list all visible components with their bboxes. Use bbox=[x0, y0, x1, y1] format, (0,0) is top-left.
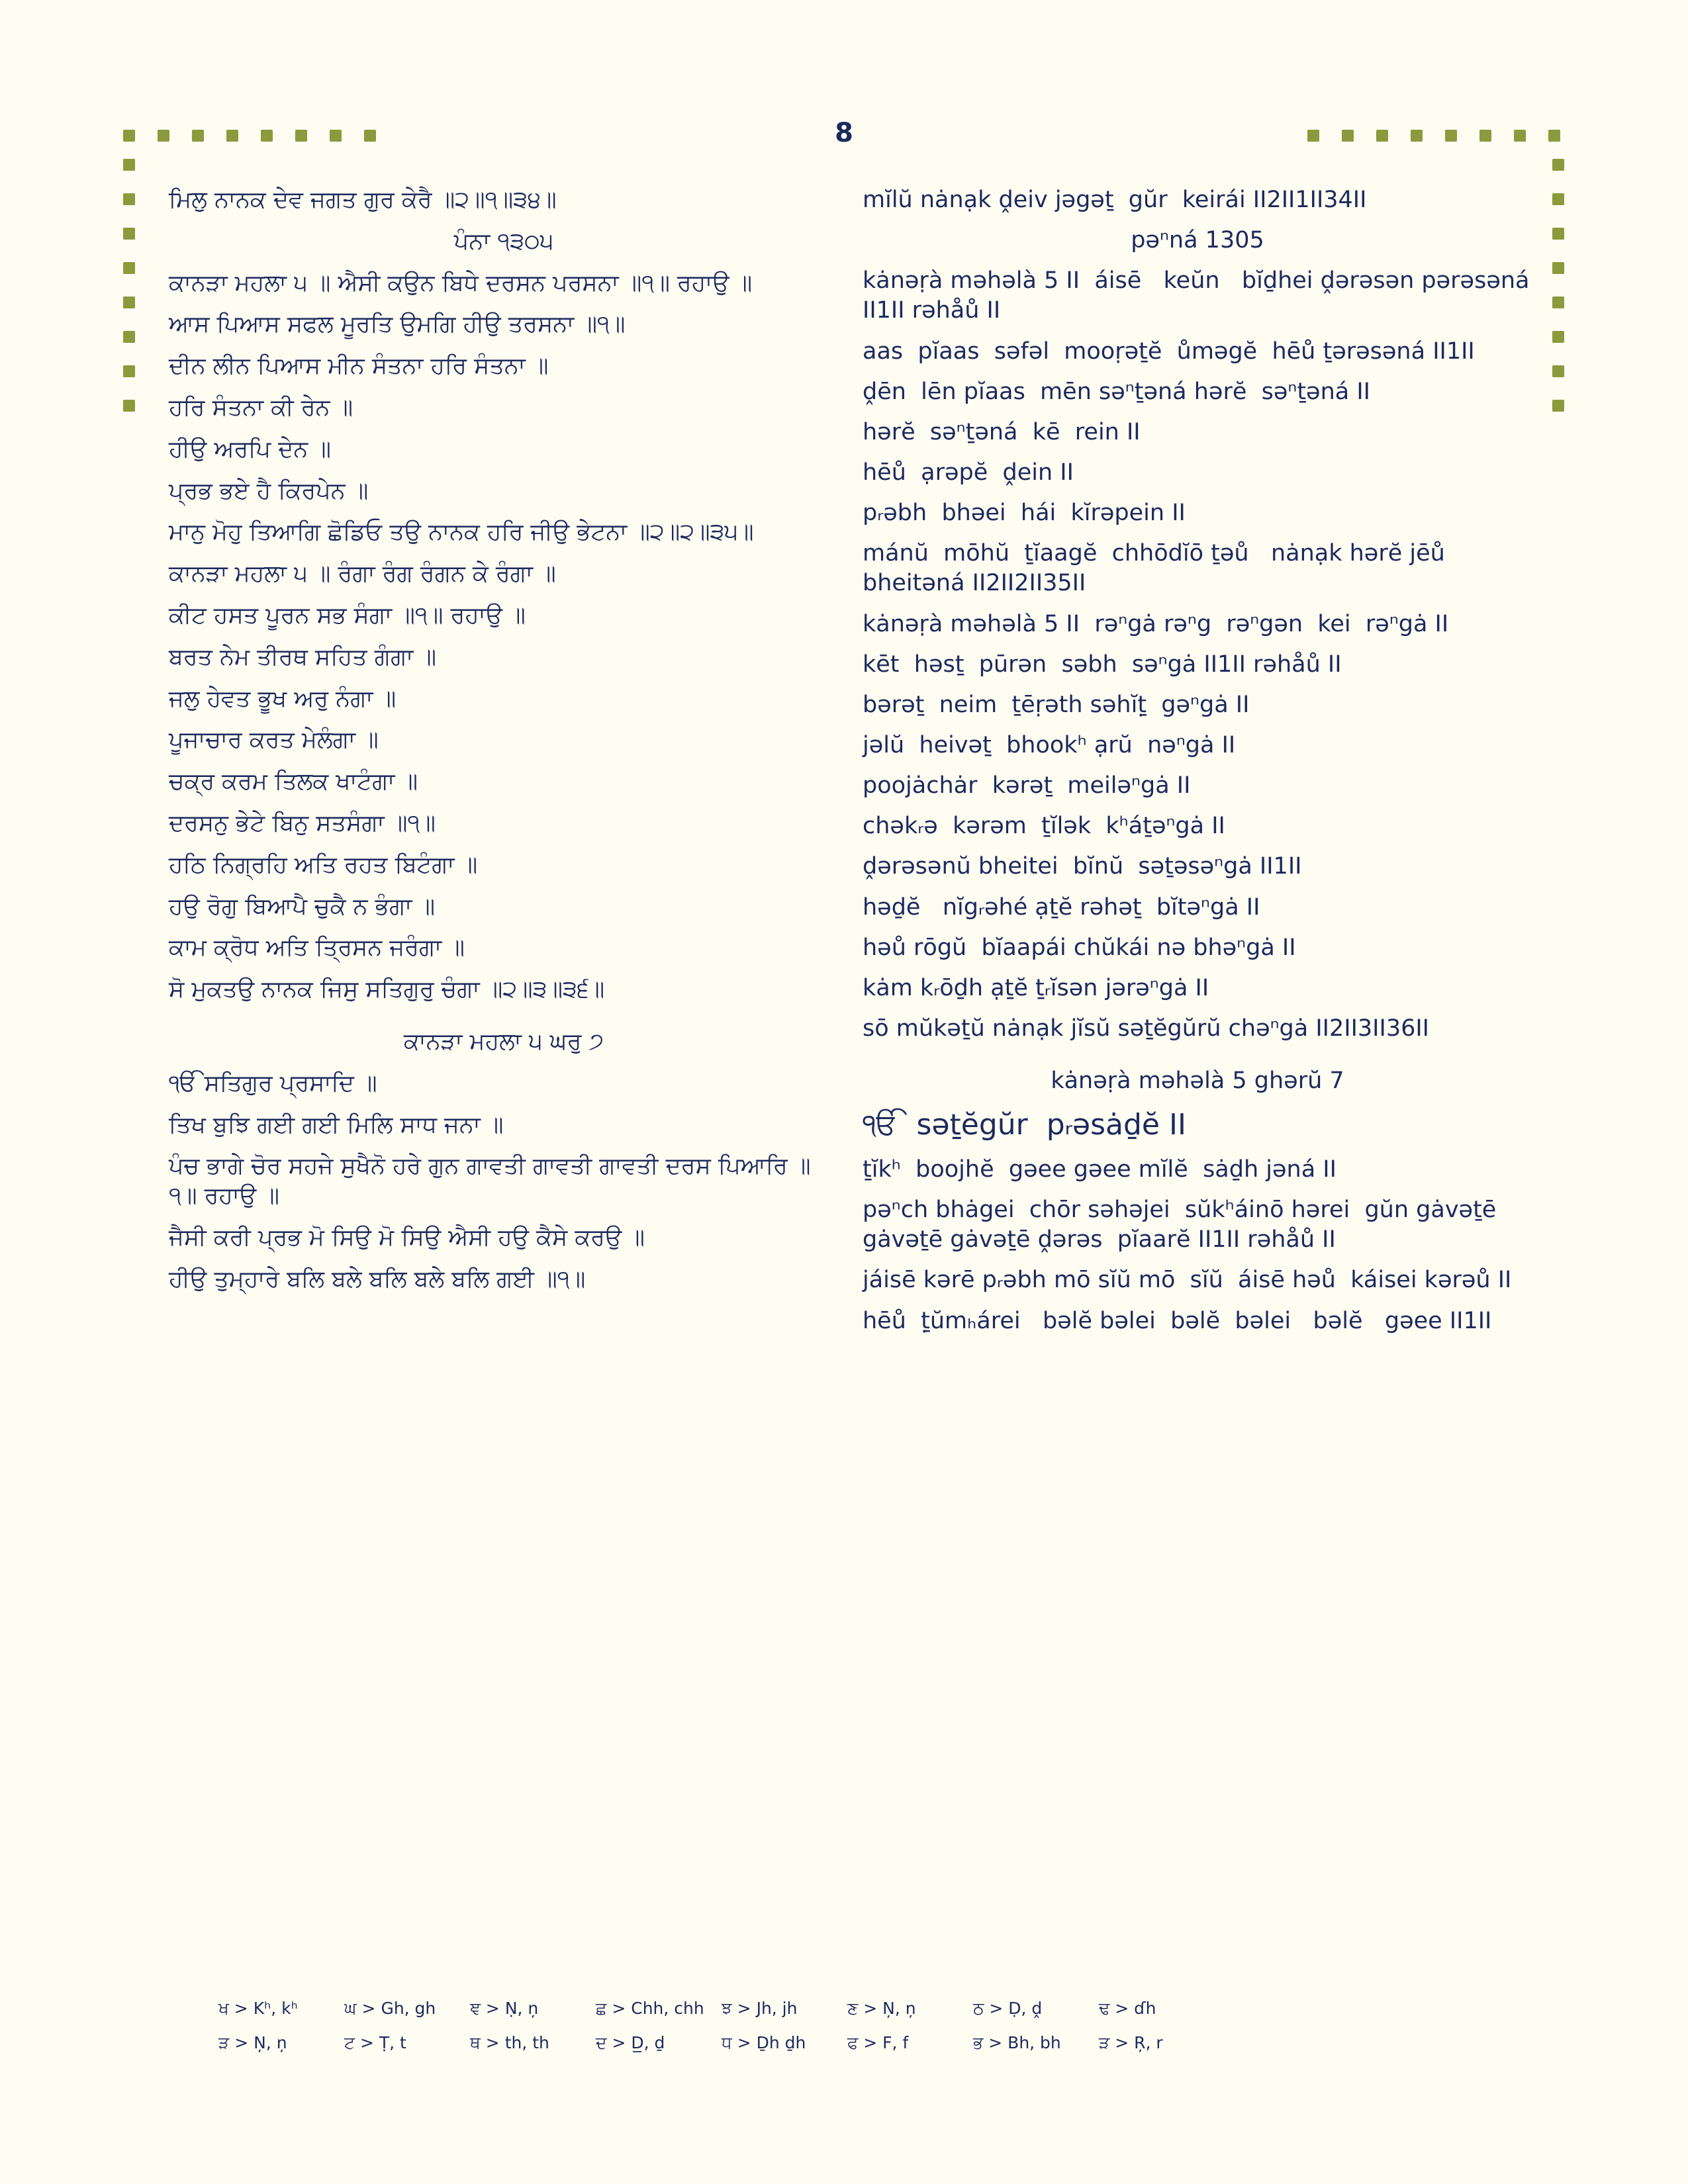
roman-line: poojȧchȧr kərəṯ meiləⁿgȧ II bbox=[863, 772, 1191, 799]
roman-line: hēů ạrəpĕ ḓein II bbox=[863, 459, 1074, 486]
gurmukhi-column bbox=[169, 185, 839, 1347]
gurmukhi-line: ਚਕ੍ਰ ਕਰਮ ਤਿਲਕ ਖਾਟੰਗਾ ॥ bbox=[169, 768, 418, 796]
legend-item: ਥ > th, th bbox=[470, 2033, 549, 2052]
gurmukhi-line: ਹੀਉ ਅਰਪਿ ਦੇਨ ॥ bbox=[169, 435, 331, 463]
roman-line: mĭlŭ nȧnạk ḓeiv jəgəṯ gŭr keirái II2II1II34II bbox=[863, 187, 1367, 213]
roman-line: ḓərəsənŭ bheitei bĭnŭ səṯəsəⁿgȧ II1II bbox=[863, 853, 1302, 880]
roman-line: hərĕ səⁿṯəná kē rein II bbox=[863, 418, 1141, 445]
gurmukhi-line: ਪੂਜਾਚਾਰ ਕਰਤ ਮੇਲੰਗਾ ॥ bbox=[169, 727, 379, 754]
gurmukhi-line: ਦਰਸਨੁ ਭੇਟੇ ਬਿਨੁ ਸਤਸੰਗਾ ॥੧॥ bbox=[169, 809, 436, 837]
gurmukhi-line-mool-mantar: ੴ ਸਤਿਗੁਰ ਪ੍ਰਸਾਦਿ ॥ bbox=[169, 1069, 377, 1097]
legend-item: ਦ > D̲, ḏ bbox=[596, 2033, 665, 2052]
roman-line: hēů ṯ̣ŭmₕárei bəlĕ bəlei bəlĕ bəlei bəlĕ gəee II1II bbox=[863, 1307, 1492, 1334]
legend-item: ੜ > N̦, ņ bbox=[218, 2033, 287, 2052]
flower-icon bbox=[1342, 130, 1354, 142]
legend-item: ਖ > Kʰ, kʰ bbox=[218, 1999, 298, 2018]
flower-icon bbox=[1552, 159, 1564, 171]
gurmukhi-line: ਹਉ ਰੋਗੁ ਬਿਆਪੈ ਚੁਕੈ ਨ ਭੰਗਾ ॥ bbox=[169, 893, 436, 920]
flower-icon bbox=[1552, 365, 1564, 377]
flower-icon bbox=[1376, 130, 1388, 142]
roman-line: chəkᵣə kərəm ṯĭlək kʰáṯəⁿgȧ II bbox=[863, 813, 1225, 840]
roman-line: kȧnəṛà məhəlà 5 II áisē keŭn bĭḏhei ḓərəsən pərəsəná II1II rəhåů II bbox=[863, 267, 1537, 324]
legend-item: ਠ > Ḍ, ḓ bbox=[973, 1999, 1043, 2018]
flower-border-right bbox=[1552, 159, 1564, 412]
roman-line: kēt həsṯ pūrən səbh səⁿgȧ II1II rəhåů II bbox=[863, 651, 1342, 678]
flower-icon bbox=[330, 130, 342, 142]
legend-item: ਛ > Chh, chh bbox=[596, 1999, 704, 2018]
gurmukhi-line: ਦੀਨ ਲੀਨ ਪਿਆਸ ਮੀਨ ਸੰਤਨਾ ਹਰਿ ਸੰਤਨਾ ॥ bbox=[169, 353, 549, 380]
roman-heading: kȧnəṛà məhəlà 5 ghərŭ 7 bbox=[1051, 1068, 1344, 1095]
gurmukhi-line: ਮਿਲੁ ਨਾਨਕ ਦੇਵ ਜਗਤ ਗੁਰ ਕੇਰੈ ॥੨॥੧॥੩੪॥ bbox=[169, 187, 557, 213]
legend-item: ਭ > Bh, bh bbox=[973, 2033, 1061, 2052]
gurmukhi-line: ਕਾਨੜਾ ਮਹਲਾ ੫ ॥ ਰੰਗਾ ਰੰਗ ਰੰਗਨ ਕੇ ਰੰਗਾ ॥ bbox=[169, 561, 556, 588]
roman-line: həḏĕ nĭgᵣəhé ạṯĕ rəhəṯ bĭtəⁿgȧ II bbox=[863, 893, 1260, 921]
flower-icon bbox=[226, 130, 238, 142]
flower-icon bbox=[1411, 130, 1423, 142]
page-number: 8 bbox=[835, 118, 853, 148]
gurmukhi-line: ਸੋ ਮੁਕਤਉ ਨਾਨਕ ਜਿਸੁ ਸਤਿਗੁਰੁ ਚੰਗਾ ॥੨॥੩॥੩੬॥ bbox=[169, 976, 605, 1003]
flower-border-top-right bbox=[1307, 130, 1560, 142]
flower-icon bbox=[123, 262, 135, 274]
flower-icon bbox=[1548, 130, 1560, 142]
legend-item: ਫ > F, f bbox=[847, 2033, 909, 2052]
legend-item: ਣ > N̦, ņ bbox=[847, 1999, 916, 2018]
flower-icon bbox=[123, 331, 135, 343]
gurmukhi-line: ਕੀਟ ਹਸਤ ਪੂਰਨ ਸਭ ਸੰਗਾ ॥੧॥ ਰਹਾਉ ॥ bbox=[169, 602, 526, 629]
legend-item: ਞ > Ṇ, ņ bbox=[470, 1999, 539, 2018]
roman-line: pəⁿch bhȧgei chōr səhəjei sŭkʰáinō hərei gŭn gȧvəṯē gȧvəṯē gȧvəṯē ḓərəs pĭaarĕ II1II rəhåů II bbox=[863, 1197, 1511, 1253]
flower-icon bbox=[123, 228, 135, 240]
flower-icon bbox=[1552, 228, 1564, 240]
legend-item: ਟ > Ṭ, t bbox=[344, 2033, 406, 2052]
gurmukhi-line: ਕਾਮ ਕ੍ਰੋਧ ਅਤਿ ਤ੍ਰਿਸਨ ਜਰੰਗਾ ॥ bbox=[169, 934, 465, 962]
flower-icon bbox=[364, 130, 376, 142]
roman-line: ḓēn lēn pĭaas mēn səⁿṯəná hərĕ səⁿṯəná II bbox=[863, 378, 1370, 405]
gurmukhi-line-page-ref: ਪੰਨਾ ੧੩੦੫ bbox=[453, 228, 554, 255]
roman-line: həů rōgŭ bĭaapái chŭkái nə bhəⁿgȧ II bbox=[863, 934, 1296, 961]
roman-line: sō mŭkəṯŭ nȧnạk jĭsŭ səṯĕgŭrŭ chəⁿgȧ II2II3II36II bbox=[863, 1015, 1429, 1042]
flower-icon bbox=[123, 193, 135, 205]
roman-line: kȧm kᵣōḏh ạṯĕ ṯᵣĭsən jərəⁿgȧ II bbox=[863, 974, 1209, 1001]
roman-line: bərəṯ neim ṯēṛəth səhĭṯ̣ gəⁿgȧ II bbox=[863, 691, 1250, 718]
roman-line: jáisē kərē pᵣəbh mō sĭŭ mō sĭŭ áisē həů káisei kərəů II bbox=[863, 1267, 1512, 1294]
flower-icon bbox=[123, 296, 135, 308]
gurmukhi-line: ਹਠਿ ਨਿਗ੍ਰਹਿ ਅਤਿ ਰਹਤ ਬਿਟੰਗਾ ॥ bbox=[169, 851, 478, 878]
flower-icon bbox=[1307, 130, 1319, 142]
gurmukhi-heading: ਕਾਨੜਾ ਮਹਲਾ ੫ ਘਰੁ ੭ bbox=[403, 1028, 604, 1055]
gurmukhi-line: ਜੈਸੀ ਕਰੀ ਪ੍ਰਭ ਮੋ ਸਿਉ ਮੋ ਸਿਉ ਐਸੀ ਹਉ ਕੈਸੇ ਕਰਉ ॥ bbox=[169, 1224, 645, 1251]
roman-line: aas pĭaas səfəl mooṛəṯĕ ůməgĕ hēů ṯərəsəná II1II bbox=[863, 338, 1475, 365]
gurmukhi-line: ਹੀਉ ਤੁਮ੍ਹਾਰੇ ਬਲਿ ਬਲੇ ਬਲਿ ਬਲੇ ਬਲਿ ਗਈ ॥੧॥ bbox=[169, 1265, 586, 1293]
flower-border-top-left bbox=[123, 130, 376, 142]
flower-icon bbox=[123, 130, 135, 142]
legend-row bbox=[218, 1999, 1476, 2019]
legend-item: ੜ > Ŗ, r bbox=[1099, 2033, 1163, 2052]
legend-row bbox=[218, 2033, 1476, 2053]
flower-icon bbox=[158, 130, 169, 142]
gurmukhi-line: ਮਾਨੁ ਮੋਹੁ ਤਿਆਗਿ ਛੋਡਿਓ ਤਉ ਨਾਨਕ ਹਰਿ ਜੀਉ ਭੇਟਨਾ ॥੨॥੨॥੩੫॥ bbox=[169, 519, 754, 546]
gurmukhi-line: ਕਾਨੜਾ ਮਹਲਾ ੫ ॥ ਐਸੀ ਕਉਨ ਬਿਧੇ ਦਰਸਨ ਪਰਸਨਾ ॥੧॥ ਰਹਾਉ ॥ bbox=[169, 269, 753, 296]
legend-item: ਢ > ɗh bbox=[1099, 1999, 1156, 2018]
flower-icon bbox=[295, 130, 307, 142]
gurmukhi-line: ਹਰਿ ਸੰਤਨਾ ਕੀ ਰੇਨ ॥ bbox=[169, 394, 353, 421]
flower-icon bbox=[1552, 331, 1564, 343]
flower-icon bbox=[1479, 130, 1491, 142]
legend-item: ਧ > Ḏh ḏh bbox=[722, 2033, 806, 2052]
roman-line-page-ref: pəⁿná 1305 bbox=[1131, 227, 1264, 254]
flower-icon bbox=[192, 130, 204, 142]
pronunciation-legend bbox=[218, 1999, 1476, 2068]
gurmukhi-line: ਆਸ ਪਿਆਸ ਸਫਲ ਮੂਰਤਿ ਉਮਗਿ ਹੀਉ ਤਰਸਨਾ ॥੧॥ bbox=[169, 311, 626, 338]
flower-icon bbox=[1514, 130, 1526, 142]
transliteration-column bbox=[863, 185, 1537, 1347]
flower-icon bbox=[123, 365, 135, 377]
roman-line: ṯĭkʰ boojhĕ gəee gəee mĭlĕ sȧḏh jəná II bbox=[863, 1156, 1336, 1183]
flower-icon bbox=[1445, 130, 1457, 142]
two-column-body bbox=[169, 185, 1537, 1347]
flower-icon bbox=[1552, 262, 1564, 274]
flower-border-left bbox=[123, 159, 135, 412]
flower-icon bbox=[1552, 193, 1564, 205]
gurmukhi-line: ਬਰਤ ਨੇਮ ਤੀਰਥ ਸਹਿਤ ਗੰਗਾ ॥ bbox=[169, 643, 437, 670]
legend-item: ਝ > Jh, jh bbox=[722, 1999, 798, 2018]
flower-icon bbox=[1552, 296, 1564, 308]
roman-line: kȧnəṛà məhəlà 5 II rəⁿgȧ rəⁿg rəⁿgən kei rəⁿgȧ II bbox=[863, 610, 1449, 637]
gurmukhi-line: ਪ੍ਰਭ ਭਏ ਹੈ ਕਿਰਪੇਨ ॥ bbox=[169, 477, 369, 504]
gurmukhi-line: ਤਿਖ ਬੁਝਿ ਗਈ ਗਈ ਮਿਲਿ ਸਾਧ ਜਨਾ ॥ bbox=[169, 1111, 504, 1138]
roman-line: mánŭ mōhŭ ṯĭaagĕ chhōdĭō ṯəů nȧnạk hərĕ jēů bheitəná II2II2II35II bbox=[863, 540, 1452, 597]
roman-line: pᵣəbh bhəei hái kĭrəpein II bbox=[863, 500, 1186, 527]
gurmukhi-line: ਜਲੁ ਹੇਵਤ ਭੂਖ ਅਰੁ ਨੰਗਾ ॥ bbox=[169, 685, 397, 712]
roman-line-mool-mantar: ੴ səṯĕgŭr pᵣəsȧḏĕ II bbox=[863, 1108, 1186, 1142]
gurmukhi-line: ਪੰਚ ਭਾਗੇ ਚੋਰ ਸਹਜੇ ਸੁਖੈਨੋ ਹਰੇ ਗੁਨ ਗਾਵਤੀ ਗਾਵਤੀ ਗਾਵਤੀ ਦਰਸ ਪਿਆਰਿ ॥੧॥ ਰਹਾਉ ॥ bbox=[169, 1153, 811, 1210]
flower-icon bbox=[123, 159, 135, 171]
flower-icon bbox=[1552, 400, 1564, 412]
roman-line: jəlŭ heivəṯ bhookʰ ạrŭ nəⁿgȧ II bbox=[863, 731, 1236, 758]
legend-item: ਘ > Gh, gh bbox=[344, 1999, 436, 2018]
flower-icon bbox=[261, 130, 273, 142]
flower-icon bbox=[123, 400, 135, 412]
